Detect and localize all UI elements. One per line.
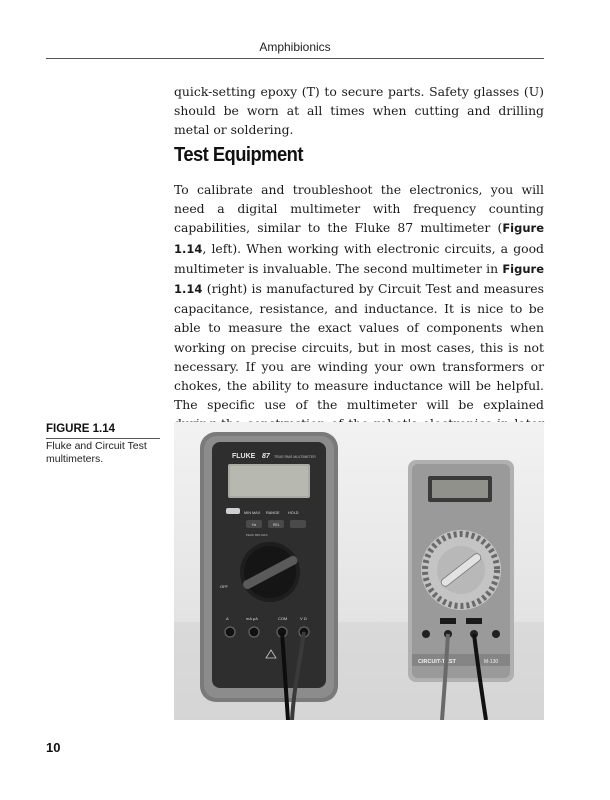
fluke-jack <box>225 627 235 637</box>
fluke-jack <box>249 627 259 637</box>
fluke-button <box>226 508 240 514</box>
fluke-button-label: Hz <box>252 523 257 527</box>
page-number: 10 <box>46 740 61 755</box>
fluke-button-label: HOLD <box>288 511 299 515</box>
fluke-off-label: OFF <box>220 584 228 589</box>
fluke-button-label: RANGE <box>266 511 280 515</box>
fluke-button-label: PEAK MIN MAX <box>246 533 268 537</box>
figure-caption: Fluke and Circuit Test multimeters. <box>46 440 147 465</box>
header-rule <box>46 58 544 59</box>
fluke-jack-label: A <box>226 616 229 621</box>
fluke-jack-label: COM <box>278 616 288 621</box>
fluke-subtitle: TRUE RMS MULTIMETER <box>274 455 316 459</box>
fluke-jack-label: mA µA <box>246 616 258 621</box>
circuit-test-brand: CIRCUIT-TEST <box>418 659 456 665</box>
fluke-jack-label: V Ω <box>300 616 307 621</box>
fluke-button-label: MIN MAX <box>244 511 261 515</box>
section-heading: Test Equipment <box>174 144 303 166</box>
fluke-button-label: REL <box>273 523 280 527</box>
figure-reference: Figure 1.14 <box>174 261 544 297</box>
circuit-test-multimeter <box>408 460 514 720</box>
circuit-test-jack <box>422 630 430 638</box>
fluke-model: 87 <box>262 453 270 460</box>
running-head: Amphibionics <box>259 40 331 54</box>
paragraph-text-a: To calibrate and troubleshoot the electronics, you will need a digital multimeter with frequency counting capabilities, similar to the Fluke 87 multimeter ( <box>174 182 544 236</box>
figure-label: FIGURE 1.14 <box>46 423 160 439</box>
paragraph-text-c: (right) is manufactured by Circuit Test and measures capacitance, resistance, and inductance. It is nice to be able to measure the exact values of components when working on precise circuits, but in most cases, this is not necessary. If you are winding your own transformers or chokes, the ability to measure inductance will be helpful. The specific use of the multimeter will be explained <box>174 281 544 413</box>
figure-photo <box>174 422 544 720</box>
figure-reference: Figure 1.14 <box>174 221 544 256</box>
circuit-test-model: M-130 <box>484 659 499 665</box>
paragraph-intro: quick-setting epoxy (T) to secure parts. Safety glasses (U) should be worn at all times when cutting and drilling metal or soldering. <box>174 84 544 138</box>
paragraph-test-equipment <box>174 180 544 453</box>
fluke-multimeter <box>200 432 338 720</box>
fluke-brand: FLUKE <box>232 453 256 460</box>
paragraph-text-b: , left). When working with electronic circuits, a good multimeter is invaluable. The second multimeter in <box>174 240 544 276</box>
circuit-test-jack <box>492 630 500 638</box>
